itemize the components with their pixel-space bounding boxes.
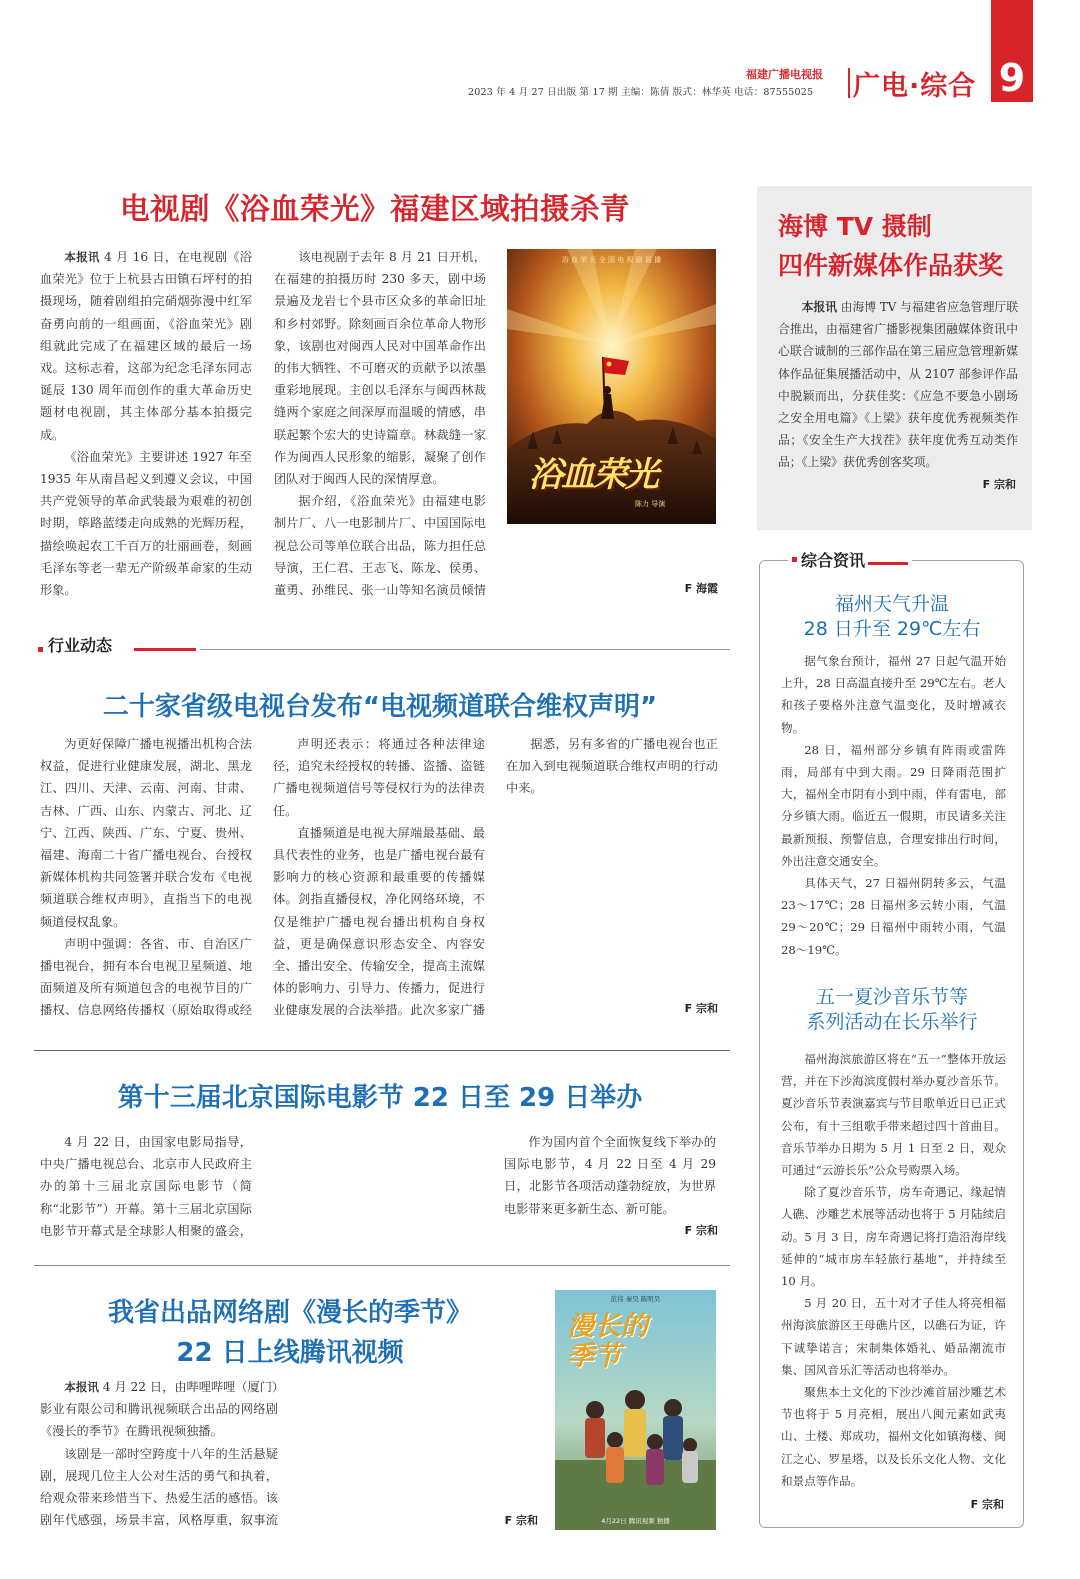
sidebar-lead: 本报讯 [801,300,837,314]
article4-col2 [300,1376,538,1534]
news-label-wrap [788,547,912,571]
article4-title-line1: 我省出品网络剧《漫长的季节》 [107,1298,472,1328]
news1-para3: 具体天气，27 日福州阴转多云，气温 23～17℃；28 日福州多云转小雨，气温 29～20℃；29 日福州中雨转小雨，气温 28～19℃。 [781,876,1006,957]
news2-byline: F 宗和 [970,1498,1004,1511]
article1-para3: 该电视剧于去年 8 月 21 日开机，在福建的拍摄历时 230 多天，剧中场景遍及龙岩七个县市区众多的革命旧址和乡村郊野。除刻画百余位革命人物形象，该剧也对闽西人民对中国革命作出的伟大牺牲、不可磨灭的贡献予以浓墨重彩地展现。主创以毛泽东与闽西林裁缝两个家庭之间深厚而温暖的情感，串联起繁个宏大的史诗篇章。林裁缝一家作为闽西人民形象的缩影，凝聚了创作团队对于闽西人民的深情厚意。 [274,250,486,487]
news1-para2: 28 日，福州部分乡镇有阵雨或雷阵雨，局部有中到大雨。29 日降雨范围扩大，福州全市阴有小到中雨，伴有雷电，部分乡镇大雨。临近五一假期，市民请多关注最新预报、预警信息，合理安排出行时间，外出注意交通安全。 [781,742,1006,868]
divider-2 [34,1265,730,1266]
article1-para4: 据介绍，《浴血荣光》由福建电影制片厂、八一电影制片厂、中国国际电视总公司等单位联合出品，陈力担任总导演，王仁君、王志飞、陈龙、侯勇、董勇、孙维民、张一山等知名演员倾情 [274,494,486,598]
article1-col2 [274,246,486,602]
article4-para1-text: 4 月 22 日，由哔哩哔哩（厦门）影业有限公司和腾讯视频联合出品的网络剧《漫长的季节》在腾讯视频独播。 [40,1380,278,1439]
industry-para5: 据悉，另有多省的广播电视台也正在加入到电视频道联合维权声明的行动中来。 [506,737,718,796]
industry-byline: F 宗和 [684,1002,718,1015]
poster1-sub: 陈力 导演 [635,500,666,508]
poster1-top-text: 浴 血 荣 光 全 国 电 视 剧 展 播 [561,256,662,264]
article1-para2: 《浴血荣光》主要讲述 1927 年至 1935 年从南昌起义到遵义会议，中国共产党领导的革命武装最为艰难的初创时期，筚路蓝缕走向成熟的光辉历程，描绘唤起农工千百万的壮丽画卷，刻画毛泽东等老一辈无产阶级革命家的生动形象。 [40,449,252,598]
article3-para2: 作为国内首个全面恢复线下举办的国际电影节，4 月 22 日至 4 月 29 日，北影节各项活动蓬勃绽放，为世界电影带来更多新生态、新可能。 [504,1135,716,1216]
news2-para1: 福州海滨旅游区将在“五一”整体开放运营，并在下沙海滨度假村举办夏沙音乐节。夏沙音乐节表演嘉宾与节目歌单近日已正式公布，有十三组歌手带来超过四十首曲目。音乐节举办日期为 5 月 1 日至 2 日，观众可通过“云游长乐”公众号购票入场。 [781,1052,1006,1178]
news1-para1: 据气象台预计，福州 27 日起气温开始上升，28 日高温直接升至 29℃左右。老人和孩子要格外注意气温变化，及时增减衣物。 [781,654,1006,735]
industry-para4: 直播频道是电视大屏端最基础、最具代表性的业务，也是广播电视台最有影响力的核心资源和最重要的传播媒体。剑指直播侵权，净化网络环境，不仅是维护广播电视台播出机构自身权益，更是确保意识形态安全、内容安全、播出安全、传输安全，提高主流媒体的影响力、引导力、传播力，促进行业健康发展的合法举措。此次多家广播 [273,825,485,1018]
news1-body [781,650,1006,962]
news-label-dot [792,557,797,562]
article1-title: 电视剧《浴血荣光》福建区域拍摄杀青 [120,192,631,226]
industry-col3 [506,733,718,1021]
section-name: 广电·综合 [853,71,977,102]
industry-col1 [40,733,252,1021]
industry-label-dot [38,647,43,652]
sidebar-body-text: 由海博 TV 与福建省应急管理厅联合推出，由福建省广播影视集团融媒体资讯中心联合诚制的三部作品在第三届应急管理新媒体作品征集展播活动中，从 2107 部参评作品中脱颖而出，分获佳奖：《应急不要急小剧场之安全用电篇》《上梁》获年度优秀视频类作品；《安全生产大找茬》获年度优秀互动类作品；《上梁》获优秀创客奖项。 [778,300,1018,470]
manchang-de-jijie-poster [555,1290,716,1530]
sidebar-title-line2: 四件新媒体作品获奖 [778,251,1004,280]
news2-para4: 聚焦本土文化的下沙沙滩首届沙雕艺术节也将于 5 月亮相，展出八闽元素如武夷山、土楼、郑成功，福州文化如镇海楼、闽江之心、罗星塔，以及长乐文化人物、文化和景点等作品。 [781,1385,1006,1488]
industry-title: 二十家省级电视台发布“电视频道联合维权声明” [102,692,658,722]
poster2-calligraphy: 漫长的季节 [567,1311,648,1372]
article4-para2: 该剧是一部时空跨度十八年的生活悬疑剧，展现几位主人公对生活的勇气和执着，给观众带来珍惜当下、热爱生活的感悟。该剧年代感强，场景丰富，风格厚重，叙事流 [40,1446,278,1528]
news1-title-line1: 福州天气升温 [834,593,949,615]
industry-rule [200,649,730,650]
article1-para1 [40,246,252,446]
article4-byline: F 宗和 [504,1514,538,1527]
poster2-bottom-text: 4月22日 腾讯视频 独播 [601,1517,670,1525]
news-label-bar [868,562,908,565]
article1-lead: 本报讯 [64,250,100,264]
sidebar-title-line1: 海博 TV 摄制 [778,212,932,241]
issue-meta: 2023 年 4 月 27 日出版 第 17 期 主编：陈倩 版式：林华英 电话：87555025 [468,87,814,98]
divider-1 [34,1050,730,1051]
industry-para3: 声明还表示：将通过各种法律途径，追究未经授权的转播、盗播、盗链广播电视频道信号等侵权行为的法律责任。 [273,737,485,818]
article1-byline: F 海霞 [684,582,718,595]
sidebar-byline: F 宗和 [982,478,1016,491]
industry-label: 行业动态 [48,636,113,655]
news2-title-line1: 五一夏沙音乐节等 [815,986,968,1008]
yuxuerongguang-poster [507,249,716,524]
article3-col2 [273,1131,485,1243]
news-label: 综合资讯 [801,550,866,570]
industry-col2 [273,733,485,1021]
header-divider [848,68,850,98]
industry-label-bar [134,648,196,651]
article1-col1 [40,246,252,602]
news2-para2: 除了夏沙音乐节，房车奇遇记、缘起情人礁、沙雕艺术展等活动也将于 5 月陆续启动。5 月 3 日，房车奇遇记将打造沿海岸线延伸的“城市房车轻旅行基地”，并持续至 10 月。 [781,1185,1006,1289]
article4-lead: 本报讯 [64,1380,99,1394]
poster1-calligraphy: 浴血荣光 [529,455,657,495]
industry-para1: 为更好保障广播电视播出机构合法权益，促进行业健康发展，湖北、黑龙江、四川、天津、云南、河南、甘肃、吉林、广西、山东、内蒙古、河北、辽宁、江西、陕西、广东、宁夏、贵州、福建、海南二十省广播电视台、台授权新媒体机构共同签署并联合发布《电视频道联合维权声明》，直指当下的电视频道侵权乱象。 [40,737,252,929]
article1-para1-text: 4 月 16 日，在电视剧《浴血荣光》位于上杭县古田镇石坪村的拍摄现场，随着剧组拍完硝烟弥漫中红军奋勇向前的一组画面，《浴血荣光》剧组就此完成了在福建区域的最后一场戏。这标志着，这部为纪念毛泽东同志诞辰 130 周年而创作的重大革命历史题材电视剧，其主体部分基本拍摄完成。 [40,250,252,442]
article4-title-line2: 22 日上线腾讯视频 [176,1338,404,1368]
news2-para3: 5 月 20 日，五十对才子佳人将亮相福州海滨旅游区王母礁片区，以礁石为证，许下诚挚诺言；宋制集体婚礼、婚品潮流市集、国风音乐汇等活动也将举办。 [781,1296,1006,1377]
article3-byline: F 宗和 [684,1224,718,1237]
article4-para1 [40,1376,278,1443]
industry-para2: 声明中强调：各省、市、自治区广播电视台，拥有本台电视卫星频道、地面频道及所有频道包含的电视节目的广播权、信息网络传播权（原始取得或经 [40,936,252,1018]
news1-title-line2: 28 日升至 29℃左右 [803,618,981,640]
news2-body [781,1048,1006,1520]
article3-para1: 4 月 22 日，由国家电影局指导，中央广播电视总台、北京市人民政府主办的第十三届北京国际电影节（简称“北影节”）开幕。第十三届北京国际电影节开幕式是全球影人相聚的盛会， [40,1135,252,1238]
newspaper-name: 福建广播电视报 [746,68,823,81]
article3-col1 [40,1131,252,1243]
page-number: 9 [998,56,1026,100]
poster2-top-text: 范伟 秦昊 陈明昊 [610,1295,661,1303]
news2-title-line2: 系列活动在长乐举行 [806,1011,978,1033]
article4-col1 [40,1376,278,1534]
sidebar-body [778,296,1018,496]
article3-title: 第十三届北京国际电影节 22 日至 29 日举办 [117,1083,643,1113]
